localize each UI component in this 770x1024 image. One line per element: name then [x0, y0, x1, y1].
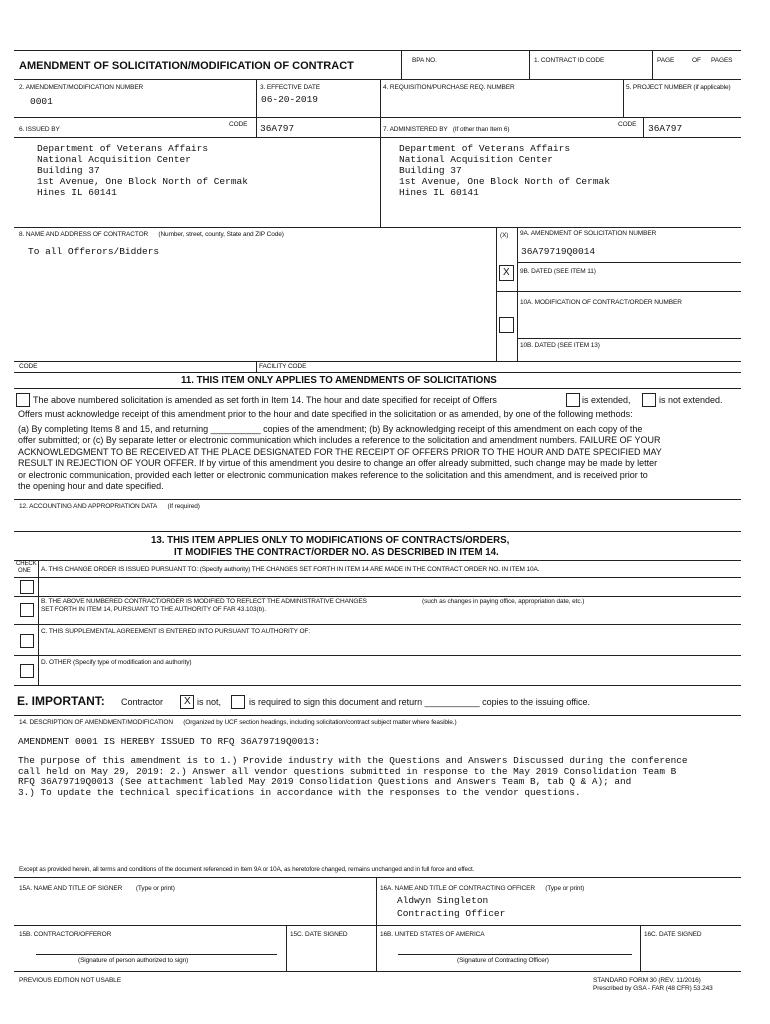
item13c-checkbox[interactable]	[20, 634, 34, 648]
form-title: AMENDMENT OF SOLICITATION/MODIFICATION OF CONTRACT	[19, 60, 354, 72]
item13b-note: (such as changes in paying office, appropriation date, etc.)	[422, 598, 585, 605]
officer-date-signed-label: 16C. DATE SIGNED	[644, 931, 702, 938]
solicitation-checkbox[interactable]	[499, 265, 514, 281]
previous-edition-label: PREVIOUS EDITION NOT USABLE	[19, 977, 121, 984]
requisition-number-label: 4. REQUISITION/PURCHASE REQ. NUMBER	[383, 84, 515, 91]
item13d-text: D. OTHER (Specify type of modification and authority)	[41, 659, 192, 666]
issued-by-address: Department of Veterans Affairs National Acquisition Center Building 37 1st Avenue, One Block North of Cermak Hines IL 60141	[37, 143, 248, 198]
signature-officer-label: (Signature of Contracting Officer)	[457, 957, 549, 964]
administered-by-address: Department of Veterans Affairs National Acquisition Center Building 37 1st Avenue, One Block North of Cermak Hines IL 60141	[399, 143, 610, 198]
important-label: E. IMPORTANT:	[17, 694, 105, 708]
pages-label: PAGES	[711, 57, 733, 64]
item13a-text: A. THIS CHANGE ORDER IS ISSUED PURSUANT TO: (Specify authority) THE CHANGES SET FORTH IN ITEM 14 ARE MADE IN THE CONTRACT ORDER NO. IN ITEM 10A.	[41, 566, 540, 573]
checkbox-mark: X	[184, 696, 191, 707]
of-label: OF	[692, 57, 701, 64]
item13d-checkbox[interactable]	[20, 664, 34, 678]
issued-by-label: 6. ISSUED BY	[19, 126, 60, 133]
item13c-text: C. THIS SUPPLEMENTAL AGREEMENT IS ENTERED INTO PURSUANT TO AUTHORITY OF:	[41, 628, 310, 635]
checkbox-mark: X	[503, 267, 510, 278]
effective-date-value: 06-20-2019	[261, 94, 319, 105]
is-not-checkbox[interactable]	[180, 695, 194, 709]
officer-title-value: Contracting Officer	[397, 908, 506, 919]
contractor-label: Contractor	[121, 697, 164, 707]
is-required-label: is required to sign this document and return ___________ copies to the issuing office.	[249, 697, 591, 707]
is-not-label: is not,	[197, 697, 222, 707]
extended-checkbox[interactable]	[566, 393, 580, 407]
administered-by-code-label: CODE	[618, 121, 637, 128]
code-label: CODE	[19, 363, 38, 370]
x-column-label: (X)	[500, 232, 509, 239]
administered-by-code-value: 36A797	[648, 123, 683, 134]
description-label: 14. DESCRIPTION OF AMENDMENT/MODIFICATION (Organized by UCF section headings, including solicitation/contract subject matter where feasible.)	[19, 719, 457, 726]
description-body: The purpose of this amendment is to 1.) Provide industry with the Questions and Answers Discussed during the conference call held on May 29, 2019: 2.) Answer all vendor questions submitted in response to the May 2019 Consolidation Team B RFQ 36A79719Q0013 (See attachment labled May 2019 Consolidation Questions and Answers Team B, tab Q & A); and 3.) To update the technical specifications in accordance with the responses to the vendor questions.	[18, 755, 688, 798]
accounting-label: 12. ACCOUNTING AND APPROPRIATION DATA (If required)	[19, 503, 200, 510]
except-text: Except as provided herein, all terms and conditions of the document referenced in Item 9A or 10A, as heretofore changed, remains unchanged and in full force and effect.	[19, 866, 475, 873]
item11-title: 11. THIS ITEM ONLY APPLIES TO AMENDMENTS OF SOLICITATIONS	[181, 375, 497, 386]
administered-by-label: 7. ADMINISTERED BY (If other than Item 6)	[383, 126, 510, 133]
is-required-checkbox[interactable]	[231, 695, 245, 709]
not-extended-label: is not extended.	[659, 395, 723, 405]
bpa-no-label: BPA NO.	[412, 57, 437, 64]
contractor-address-label: 8. NAME AND ADDRESS OF CONTRACTOR (Number, street, county, State and ZIP Code)	[19, 231, 284, 238]
project-number-label: 5. PROJECT NUMBER (if applicable)	[626, 84, 731, 91]
effective-date-label: 3. EFFECTIVE DATE	[260, 84, 320, 91]
standard-form-label: STANDARD FORM 30 (REV. 11/2016)	[593, 977, 701, 984]
item11-line2: Offers must acknowledge receipt of this amendment prior to the hour and date specified in the solicitation or as amended, by one of the following methods:	[18, 409, 633, 419]
solicitation-dated-label: 9B. DATED (SEE ITEM 11)	[520, 268, 596, 275]
item11-paragraph: (a) By completing Items 8 and 15, and returning __________ copies of the amendment; (b) By acknowledging receipt of this amendment on each copy of the offer submitted; or (c) By separate letter or electronic communication which includes a reference to the solicitation and amendment numbers. FAILURE OF YOUR ACKNOWLEDGMENT TO BE RECEIVED AT THE PLACE DESIGNATED FOR THE RECEIPT OF OFFERS PRIOR TO THE HOUR AND DATE SPECIFIED MAY RESULT IN REJECTION OF YOUR OFFER. If by virtue of this amendment you desire to change an offer already submitted, such change may be made by letter or electronic communication, provided each letter or electronic communication makes reference to the solicitation and this amendment, and is received prior to the opening hour and date specified.	[18, 424, 662, 492]
prescribed-by-label: Prescribed by GSA - FAR (48 CFR) 53.243	[593, 985, 713, 992]
issued-by-code-label: CODE	[229, 121, 248, 128]
issued-by-code-value: 36A797	[260, 123, 295, 134]
extended-label: is extended,	[582, 395, 631, 405]
amendment-number-value: 0001	[30, 96, 53, 107]
page-label: PAGE	[657, 57, 675, 64]
description-heading: AMENDMENT 0001 IS HEREBY ISSUED TO RFQ 36A79719Q0013:	[18, 736, 321, 747]
item11-line1: The above numbered solicitation is amended as set forth in Item 14. The hour and date specified for receipt of Offers	[33, 395, 497, 405]
modification-number-label: 10A. MODIFICATION OF CONTRACT/ORDER NUMBER	[520, 299, 682, 306]
united-states-label: 16B. UNITED STATES OF AMERICA	[380, 931, 485, 938]
solicitation-number-label: 9A. AMENDMENT OF SOLICITATION NUMBER	[520, 230, 657, 237]
not-extended-checkbox[interactable]	[642, 393, 656, 407]
item13b-text-line2: SET FORTH IN ITEM 14, PURSUANT TO THE AUTHORITY OF FAR 43.103(b).	[41, 606, 266, 613]
contract-id-code-label: 1. CONTRACT ID CODE	[534, 57, 605, 64]
item13-title-line1: 13. THIS ITEM APPLIES ONLY TO MODIFICATIONS OF CONTRACTS/ORDERS,	[151, 535, 510, 546]
item13a-checkbox[interactable]	[20, 580, 34, 594]
check-one-label: CHECK ONE	[16, 561, 37, 574]
item11-checkbox[interactable]	[16, 393, 30, 407]
contractor-offeror-label: 15B. CONTRACTOR/OFFEROR	[19, 931, 112, 938]
officer-name-value: Aldwyn Singleton	[397, 895, 489, 906]
modification-dated-label: 10B. DATED (SEE ITEM 13)	[520, 342, 600, 349]
solicitation-number-value: 36A79719Q0014	[521, 246, 596, 257]
item13-title-line2: IT MODIFIES THE CONTRACT/ORDER NO. AS DESCRIBED IN ITEM 14.	[174, 547, 499, 558]
signer-name-label: 15A. NAME AND TITLE OF SIGNER (Type or print)	[19, 885, 175, 892]
item13b-text-line1: B. THE ABOVE NUMBERED CONTRACT/ORDER IS MODIFIED TO REFLECT THE ADMINISTRATIVE CHANGES	[41, 598, 367, 605]
contractor-date-signed-label: 15C. DATE SIGNED	[290, 931, 348, 938]
modification-checkbox[interactable]	[499, 317, 514, 333]
facility-code-label: FACILITY CODE	[259, 363, 307, 370]
item13b-checkbox[interactable]	[20, 603, 34, 617]
contractor-address-value: To all Offerors/Bidders	[28, 246, 160, 257]
officer-name-label: 16A. NAME AND TITLE OF CONTRACTING OFFICER (Type or print)	[380, 885, 585, 892]
signature-person-label: (Signature of person authorized to sign)	[78, 957, 189, 964]
amendment-number-label: 2. AMENDMENT/MODIFICATION NUMBER	[19, 84, 144, 91]
